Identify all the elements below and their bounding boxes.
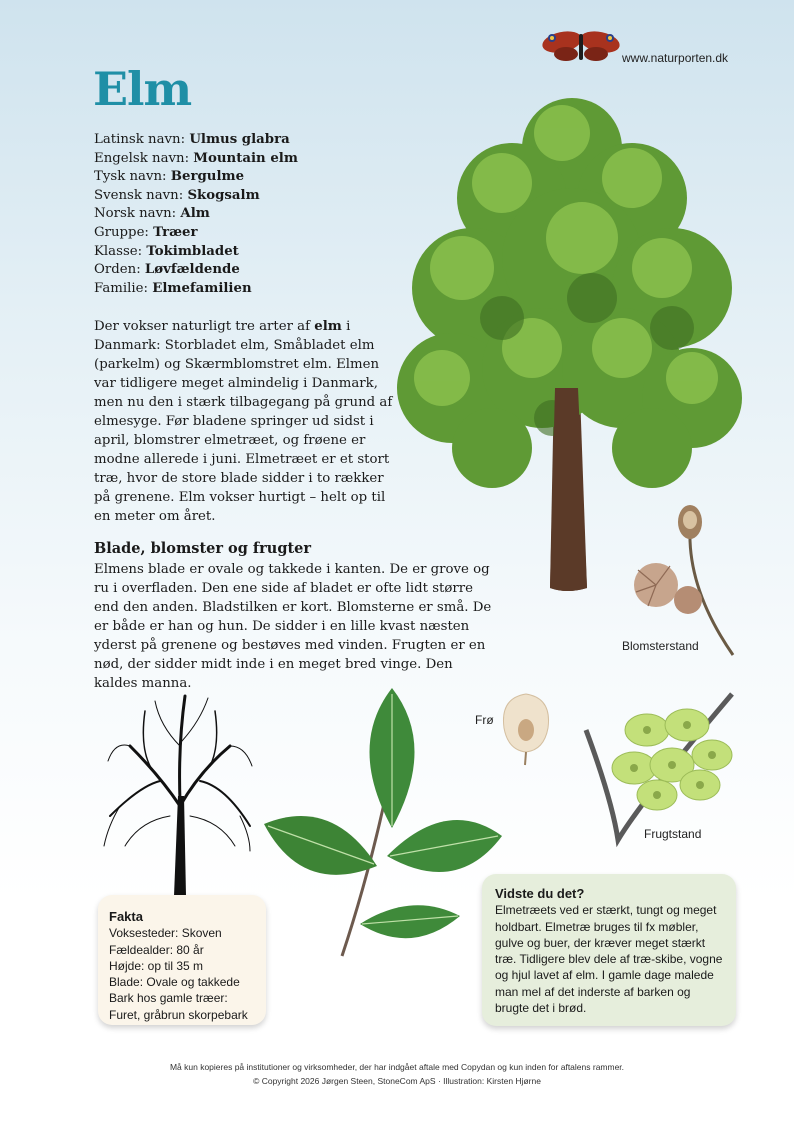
fact-line: Højde: op til 35 m bbox=[109, 958, 204, 973]
winter-tree-silhouette bbox=[100, 686, 258, 906]
footer-copyright: © Copyright 2026 Jørgen Steen, StoneCom ApS · Illustration: Kirsten Hjørne bbox=[253, 1076, 541, 1086]
name-row-swedish: Svensk navn: Skogsalm bbox=[94, 187, 260, 203]
name-row-german: Tysk navn: Bergulme bbox=[94, 169, 245, 185]
did-you-know-text: Elmetræets ved er stærkt, tungt og meget holdbart. Elmetræ bruges til fx møbler, gulve og buer, der kræver meget stærkt træ. Tidligere blev dele af træ-skibe, vogne og hjul lavet af elm. I gamle dage malede man mel af det inderste af barken og brugte det i brød. bbox=[495, 903, 723, 1016]
seed-label: Frø bbox=[475, 713, 494, 727]
name-row-norwegian: Norsk navn: Alm bbox=[94, 206, 210, 222]
seed-illustration bbox=[498, 690, 554, 766]
footer-license: Må kun kopieres på institutioner og virksomheder, der har indgået aftale med Copydan og kun inden for aftalens rammer. bbox=[169, 1062, 625, 1072]
section-paragraph: Elmens blade er ovale og takkede i kanten. De er grove og ru i overfladen. Den ene side af bladet er ofte lidt større end den anden. Bladstilken er kort. Blomsterne er små. De er både er han og hun. De sidder i en lille kvast næsten yderst på grenene og bestøves med vinden. Frugten er en nød, der sidder midt inde i en meget bred vinge. Den kaldes manna. bbox=[94, 562, 492, 691]
did-you-know-title: Vidste du det? bbox=[495, 886, 585, 901]
name-row-english: Engelsk navn: Mountain elm bbox=[94, 150, 298, 166]
fact-line: Blade: Ovale og takkede bbox=[109, 975, 240, 990]
name-row-family: Familie: Elmefamilien bbox=[94, 280, 252, 296]
name-row-class: Klasse: Tokimbladet bbox=[94, 243, 239, 259]
fact-line: Voksesteder: Skoven bbox=[109, 926, 222, 941]
did-you-know-box bbox=[482, 874, 736, 1026]
page-title: Elm bbox=[93, 62, 192, 116]
name-row-order: Orden: Løvfældende bbox=[94, 262, 240, 278]
facts-box bbox=[98, 895, 266, 1025]
fact-line: Fældealder: 80 år bbox=[109, 942, 204, 957]
fact-line: Bark hos gamle træer: bbox=[109, 991, 228, 1006]
names-list bbox=[94, 131, 298, 298]
flower-cluster-illustration bbox=[628, 500, 743, 660]
fact-line: Furet, gråbrun skorpebark bbox=[109, 1007, 248, 1022]
flowers-label: Blomsterstand bbox=[622, 639, 699, 653]
butterfly-icon bbox=[540, 26, 622, 66]
intro-paragraph: Der vokser naturligt tre arter af elm i Danmark: Storbladet elm, Småbladet elm (parkelm) og Skærmblomstret elm. Elmen var tidligere meget almindelig i Danmark, men nu den i stærk tilbagegang på grund af elmesyge. Før bladene springer ud sidst i april, blomstrer elmetræet, og frøene er modne allerede i juni. Elmetræet er et stort træ, hvor de store blade sidder i to rækker på grenene. Elm vokser hurtigt – helt op til en meter om året. bbox=[94, 319, 393, 524]
leaf-branch-illustration bbox=[262, 686, 507, 961]
name-row-group: Gruppe: Træer bbox=[94, 224, 198, 240]
fruits-label: Frugtstand bbox=[644, 827, 702, 841]
name-row-latin: Latinsk navn: Ulmus glabra bbox=[94, 132, 290, 147]
section-heading: Blade, blomster og frugter bbox=[94, 540, 312, 557]
website-link[interactable]: www.naturporten.dk bbox=[622, 51, 729, 65]
facts-title: Fakta bbox=[109, 909, 143, 924]
